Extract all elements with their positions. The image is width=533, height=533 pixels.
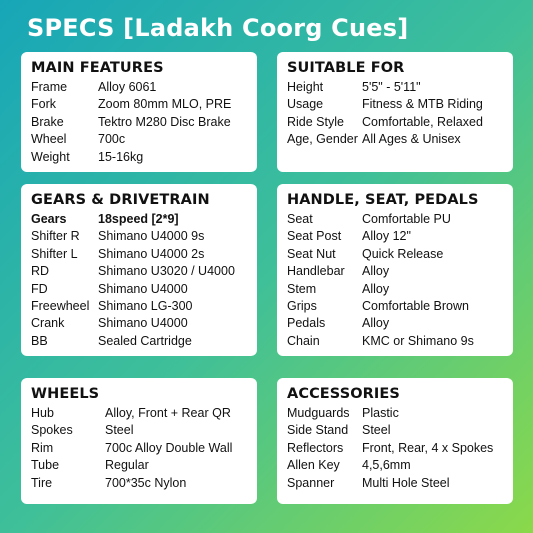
spec-value: Steel: [105, 423, 134, 438]
handle-seat-pedals-card: [277, 184, 513, 356]
spec-value: Steel: [362, 423, 391, 438]
wheels-card: [21, 378, 257, 504]
spec-value: Fitness & MTB Riding: [362, 97, 483, 112]
spec-value: 700c Alloy Double Wall: [105, 440, 233, 455]
spec-row: [31, 263, 247, 280]
spec-row: [31, 96, 247, 113]
spec-value: Comfortable Brown: [362, 298, 469, 313]
spec-row: [31, 131, 247, 148]
spec-row: [287, 114, 503, 131]
spec-row: [287, 281, 503, 298]
spec-value: 700*35c Nylon: [105, 475, 187, 490]
spec-label: Grips: [287, 298, 317, 313]
card-heading: HANDLE, SEAT, PEDALS: [287, 192, 479, 208]
spec-label: Reflectors: [287, 440, 344, 455]
spec-value: Alloy, Front + Rear QR: [105, 406, 231, 420]
spec-value: Shimano U3020 / U4000: [98, 264, 235, 279]
spec-label: Handlebar: [287, 264, 345, 279]
spec-label: Freewheel: [31, 298, 90, 313]
spec-value: Shimano U4000: [98, 281, 188, 296]
card-heading: GEARS & DRIVETRAIN: [31, 192, 210, 208]
spec-value: Comfortable, Relaxed: [362, 114, 483, 129]
spec-label: Seat Nut: [287, 246, 336, 261]
accessories-card: [277, 378, 513, 504]
spec-label: Fork: [31, 97, 56, 112]
spec-value: Alloy: [362, 316, 390, 331]
spec-value: 15-16kg: [98, 149, 144, 164]
spec-row: [31, 457, 247, 474]
spec-label: Spanner: [287, 475, 335, 490]
spec-label: FD: [31, 281, 48, 296]
spec-label: Crank: [31, 316, 65, 331]
spec-row: [287, 405, 503, 422]
spec-row: [287, 440, 503, 457]
spec-label: Tube: [31, 458, 60, 473]
spec-value: 5'5" - 5'11": [362, 80, 421, 94]
spec-row: [287, 457, 503, 474]
spec-row: [31, 440, 247, 457]
spec-value: 18speed [2*9]: [98, 212, 179, 226]
spec-value: Zoom 80mm MLO, PRE: [98, 97, 232, 112]
spec-row: [31, 228, 247, 245]
suitable-for-card: [277, 52, 513, 172]
spec-label: Brake: [31, 114, 64, 129]
spec-label: Wheel: [31, 132, 67, 147]
page-title: SPECS [Ladakh Coorg Cues]: [27, 14, 409, 42]
main-features-card: [21, 52, 257, 172]
spec-label: Seat Post: [287, 229, 342, 244]
spec-label: Height: [287, 80, 324, 94]
spec-value: Sealed Cartridge: [98, 333, 192, 348]
spec-row: [31, 315, 247, 332]
spec-label: Usage: [287, 97, 324, 112]
spec-label: Allen Key: [287, 458, 340, 473]
spec-value: Shimano LG-300: [98, 298, 193, 313]
spec-row: [287, 315, 503, 332]
spec-value: Front, Rear, 4 x Spokes: [362, 440, 494, 455]
spec-label: Age, Gender: [287, 132, 358, 147]
spec-label: BB: [31, 333, 48, 348]
spec-label: Chain: [287, 333, 320, 348]
card-heading: WHEELS: [31, 386, 100, 402]
spec-value: Alloy: [362, 281, 390, 296]
card-heading: MAIN FEATURES: [31, 60, 164, 76]
spec-row: [287, 211, 503, 228]
spec-label: Hub: [31, 406, 54, 420]
spec-value: Alloy: [362, 264, 390, 279]
spec-row: [31, 333, 247, 350]
spec-row: [31, 405, 247, 422]
spec-value: Plastic: [362, 406, 399, 420]
spec-value: Comfortable PU: [362, 212, 451, 226]
spec-label: Seat: [287, 212, 313, 226]
spec-value: Multi Hole Steel: [362, 475, 450, 490]
spec-value: Alloy 6061: [98, 80, 157, 94]
spec-row: [287, 422, 503, 439]
spec-label: Tire: [31, 475, 53, 490]
spec-label: Ride Style: [287, 114, 344, 129]
spec-label: Frame: [31, 80, 68, 94]
spec-value: Quick Release: [362, 246, 444, 261]
spec-label: Weight: [31, 149, 70, 164]
spec-row: [31, 298, 247, 315]
spec-label: Rim: [31, 440, 54, 455]
spec-label: Spokes: [31, 423, 73, 438]
spec-label: Stem: [287, 281, 317, 296]
spec-value: Tektro M280 Disc Brake: [98, 114, 231, 129]
spec-label: Shifter R: [31, 229, 80, 244]
spec-label: Pedals: [287, 316, 326, 331]
spec-row: [31, 211, 247, 228]
spec-row: [287, 475, 503, 492]
spec-row: [31, 114, 247, 131]
spec-value: Alloy 12": [362, 229, 411, 244]
spec-label: Gears: [31, 212, 67, 226]
spec-row: [287, 228, 503, 245]
spec-row: [287, 96, 503, 113]
spec-value: All Ages & Unisex: [362, 132, 461, 147]
spec-value: Shimano U4000 2s: [98, 246, 205, 261]
spec-row: [31, 149, 247, 166]
spec-row: [287, 263, 503, 280]
spec-label: Shifter L: [31, 246, 78, 261]
spec-value: Shimano U4000 9s: [98, 229, 205, 244]
spec-row: [287, 298, 503, 315]
spec-row: [287, 131, 503, 148]
spec-label: Mudguards: [287, 406, 350, 420]
card-heading: ACCESSORIES: [287, 386, 400, 402]
spec-row: [287, 333, 503, 350]
spec-row: [31, 281, 247, 298]
spec-label: RD: [31, 264, 50, 279]
spec-row: [31, 246, 247, 263]
spec-value: Shimano U4000: [98, 316, 188, 331]
spec-value: 700c: [98, 132, 126, 147]
spec-value: Regular: [105, 458, 149, 473]
spec-row: [31, 422, 247, 439]
spec-row: [31, 79, 247, 96]
spec-value: KMC or Shimano 9s: [362, 333, 474, 348]
card-heading: SUITABLE FOR: [287, 60, 405, 76]
spec-row: [31, 475, 247, 492]
gears-drivetrain-card: [21, 184, 257, 356]
spec-row: [287, 79, 503, 96]
spec-label: Side Stand: [287, 423, 349, 438]
spec-row: [287, 246, 503, 263]
spec-value: 4,5,6mm: [362, 458, 411, 473]
